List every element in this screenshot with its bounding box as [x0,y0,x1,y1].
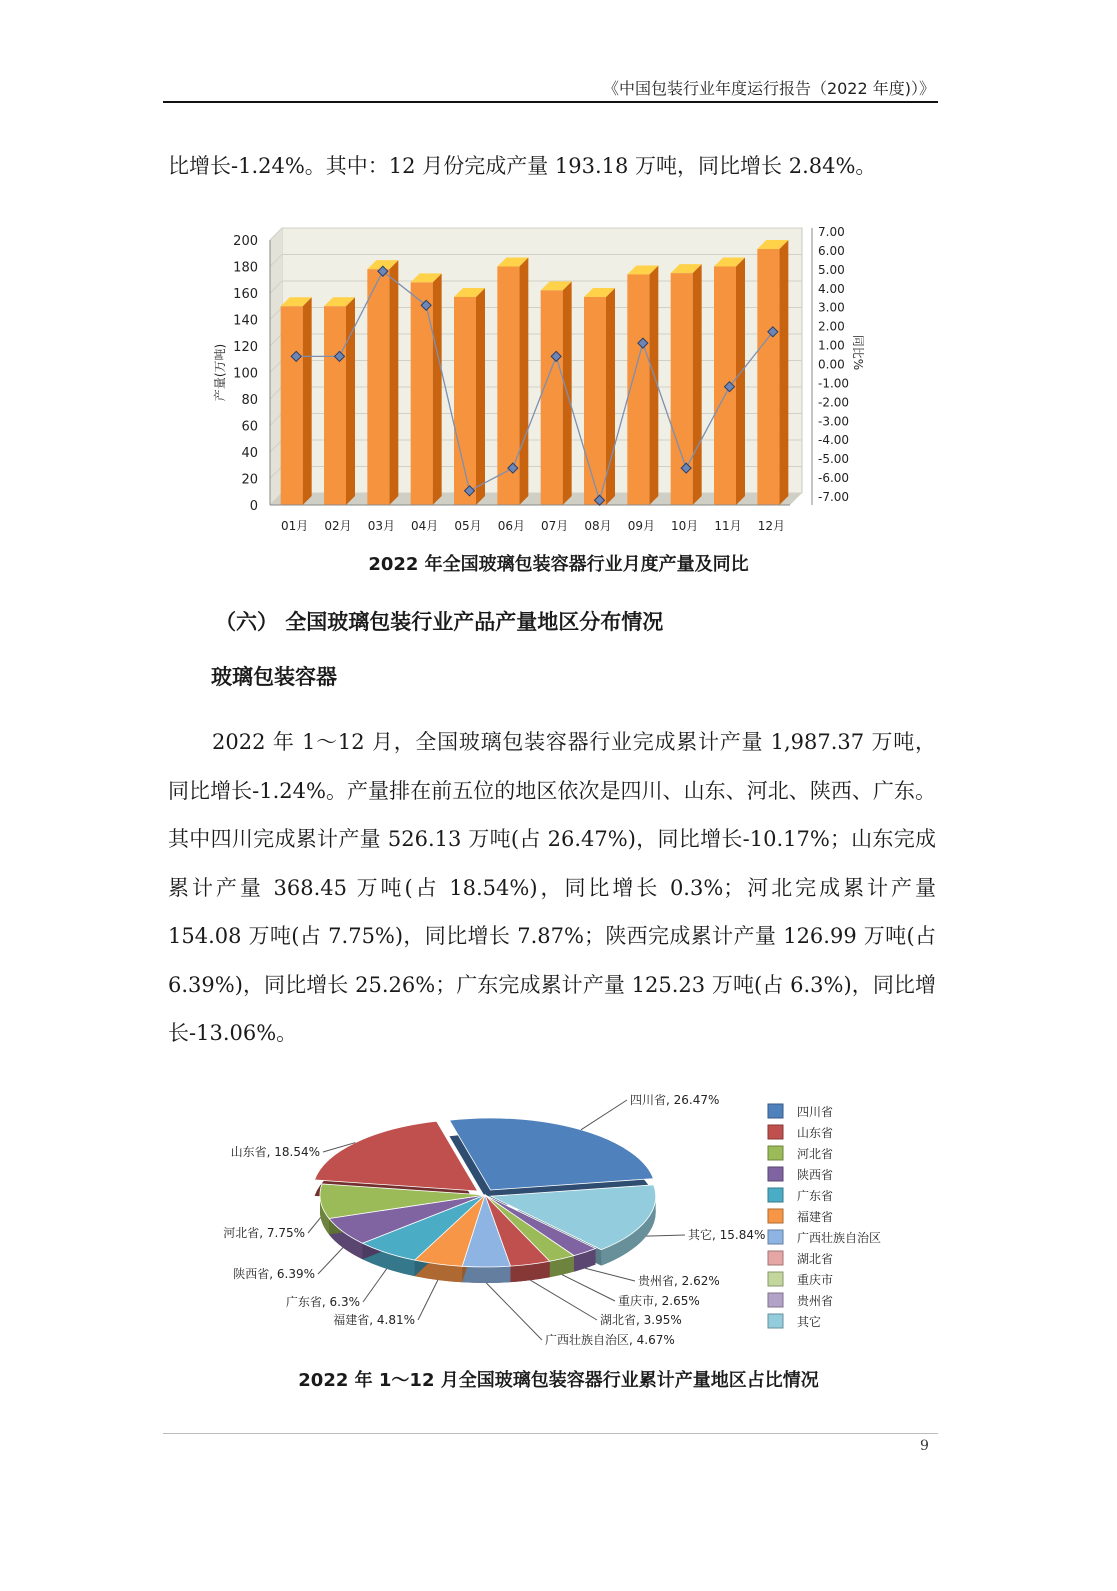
y-right-tick-label: 1.00 [818,338,845,353]
legend-swatch [768,1251,783,1265]
y-right-tick-label: 4.00 [818,281,845,296]
bar-side [779,240,788,505]
x-tick-label: 08月 [584,519,612,533]
x-tick-label: 03月 [367,519,395,533]
y-right-tick-label: 6.00 [818,243,845,258]
body-paragraph: 2022 年 1～12 月，全国玻璃包装容器行业完成累计产量 1,987.37 万吨，同比增长-1.24%。产量排在前五位的地区依次是四川、山东、河北、陕西、广东。其中四川完成累计产量 526.13 万吨(占 26.47%)，同比增长-10.17%；山东完成累计产量 368.45 万吨(占 18.54%)，同比增长 0.3%；河北完成累计产量 154.08 万吨(占 7.75%)，同比增长 7.87%；陕西完成累计产量 126.99 万吨(占 6.39%)，同比增长 25.26%；广东完成累计产量 125.23 万吨(占 6.3%)，同比增长-13.06%。 [168,730,936,1045]
y-tick-label: 20 [241,472,258,488]
legend-swatch [768,1230,783,1244]
data-label: 福建省, 4.81% [333,1313,415,1327]
chart1-caption: 2022 年全国玻璃包装容器行业月度产量及同比 [368,554,749,575]
monthly-output-chart [200,215,900,545]
y-tick-label: 80 [241,393,258,408]
legend-label: 福建省 [797,1210,834,1224]
region-share-pie-chart [200,1090,920,1350]
legend-swatch [768,1125,783,1139]
y-right-tick-label: -3.00 [818,414,850,429]
data-label: 重庆市, 2.65% [618,1294,700,1308]
y-right-tick-label: -4.00 [818,433,850,448]
legend-label: 陕西省 [797,1168,834,1182]
footer-rule [163,1433,938,1434]
y-tick-label: 120 [233,340,258,355]
y-right-tick-label: 3.00 [818,300,845,315]
y-right-tick-label: 2.00 [818,319,845,334]
bar [324,306,346,505]
data-label: 湖北省, 3.95% [600,1313,682,1327]
x-tick-label: 12月 [757,519,785,533]
legend-label: 河北省 [797,1147,834,1161]
y-right-tick-label: -6.00 [818,471,850,486]
y-tick-label: 200 [233,234,258,249]
y-tick-label: 0 [249,499,258,514]
legend-swatch [768,1188,783,1202]
leader-line [585,1268,635,1281]
data-label: 陕西省, 6.39% [233,1267,315,1281]
legend-swatch [768,1314,783,1328]
bar-side [476,288,485,505]
y-right-tick-label: -1.00 [818,376,850,391]
bar [584,297,606,505]
legend-swatch [768,1104,783,1118]
y-right-tick-label: -2.00 [818,395,850,410]
x-tick-label: 09月 [627,519,655,533]
leader-line [308,1217,321,1233]
y-right-tick-label: 7.00 [818,225,845,239]
bar-side [736,258,745,506]
legend-swatch [768,1272,783,1286]
page-number: 9 [920,1438,929,1454]
y-tick-label: 140 [233,313,258,329]
running-header: 《中国包装行业年度运行报告（2022 年度)）》 [602,79,935,98]
bar-side [433,273,442,505]
legend-label: 湖北省 [797,1252,834,1266]
bar-side [303,297,312,505]
leader-line [318,1248,343,1274]
y-tick-label: 100 [233,366,258,382]
bar [367,269,389,505]
legend-swatch [768,1209,783,1223]
legend-label: 其它 [797,1315,822,1329]
data-label: 广西壮族自治区, 4.67% [545,1333,675,1347]
x-tick-label: 02月 [324,519,352,533]
bar [281,306,303,505]
y-right-tick-label: -7.00 [818,490,850,504]
legend-label: 重庆市 [797,1273,834,1287]
x-tick-label: 07月 [541,519,569,533]
leader-line [486,1283,542,1340]
legend-swatch [768,1293,783,1307]
data-label: 河北省, 7.75% [223,1226,305,1240]
data-label: 贵州省, 2.62% [638,1274,720,1288]
x-tick-label: 05月 [454,519,482,533]
x-tick-label: 06月 [497,519,525,533]
y-right-tick-label: 5.00 [818,262,845,277]
leader-line [562,1275,615,1301]
y-axis-title: 产量(万吨) [213,343,227,402]
legend-label: 广东省 [797,1189,834,1203]
data-label: 四川省, 26.47% [630,1093,720,1107]
leader-line [363,1269,387,1302]
bar [411,282,433,505]
legend-label: 广西壮族自治区 [797,1231,882,1245]
pie-slice [315,1121,478,1191]
y-tick-label: 40 [241,446,258,461]
leader-line [418,1280,438,1320]
y-right-tick-label: -5.00 [818,452,850,467]
data-label: 山东省, 18.54% [230,1145,320,1159]
bar-side [519,258,528,506]
x-tick-label: 01月 [281,519,309,533]
data-label: 其它, 15.84% [688,1228,766,1242]
pie-slice-rim [462,1266,510,1283]
leader-line [581,1100,627,1130]
data-label: 广东省, 6.3% [285,1295,360,1309]
sub-heading: 玻璃包装容器 [211,665,337,689]
x-tick-label: 04月 [411,519,439,533]
leader-line [530,1280,597,1320]
legend-label: 贵州省 [797,1294,834,1308]
y-right-tick-label: 0.00 [818,357,845,372]
header-rule [163,101,938,103]
y-tick-label: 180 [233,260,258,276]
section-heading: （六） 全国玻璃包装行业产品产量地区分布情况 [215,610,664,634]
bar-side [693,264,702,505]
y-tick-label: 60 [241,419,258,435]
intro-line: 比增长-1.24%。其中：12 月份完成产量 193.18 万吨，同比增长 2.84%。 [168,154,877,178]
legend-swatch [768,1146,783,1160]
bar-side [389,260,398,505]
leader-line [646,1235,685,1236]
bar [757,249,779,505]
bar [541,290,563,505]
y-right-axis-title: 同比% [851,334,865,371]
chart2-caption: 2022 年 1～12 月全国玻璃包装容器行业累计产量地区占比情况 [298,1370,819,1391]
y-tick-label: 160 [233,287,258,302]
legend-label: 四川省 [797,1105,834,1119]
x-tick-label: 11月 [714,519,742,533]
legend-swatch [768,1167,783,1181]
legend-label: 山东省 [797,1126,834,1140]
x-tick-label: 10月 [671,519,699,533]
